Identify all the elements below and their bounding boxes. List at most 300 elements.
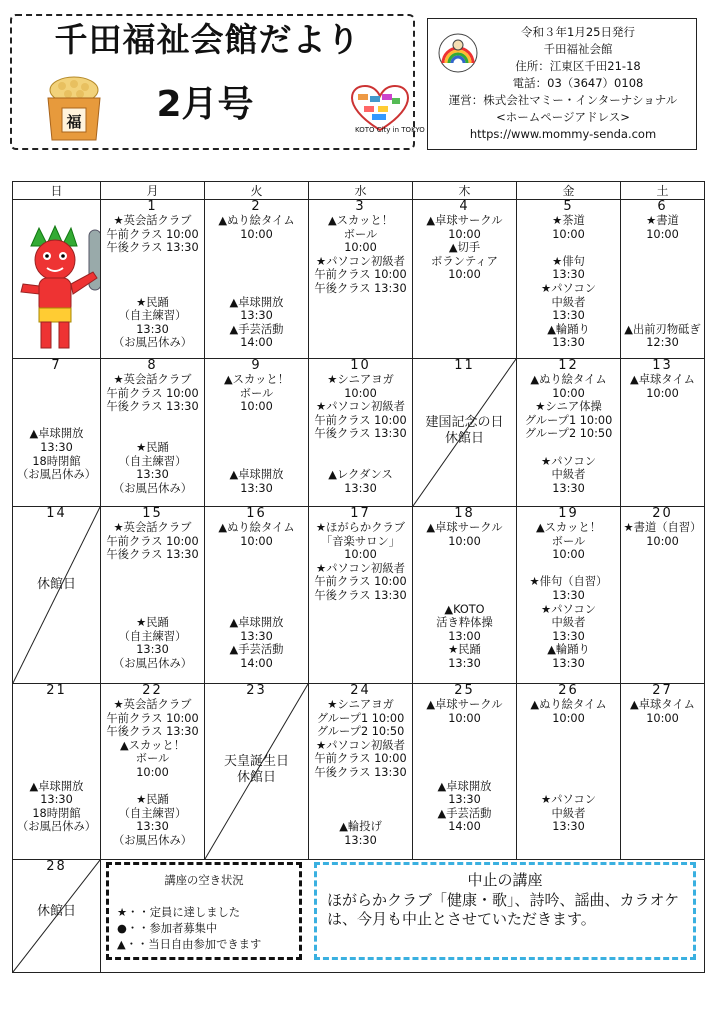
event-line: 10:00	[552, 386, 585, 400]
event-line: 10:00	[448, 534, 481, 548]
event-line: ★民踊	[136, 295, 169, 309]
day-number: 4	[459, 199, 470, 214]
event-spacer	[517, 562, 620, 576]
day-number: 6	[657, 199, 668, 214]
day-number: 18	[454, 506, 475, 521]
event-line: ★パソコン	[540, 793, 597, 807]
day-number: 10	[350, 358, 371, 373]
event-spacer	[517, 241, 620, 255]
event-line: ▲輪投げ	[339, 820, 382, 834]
event-spacer	[205, 241, 308, 255]
event-line: ▲手芸活動	[437, 806, 492, 820]
event-line: ▲スカッと！	[119, 738, 186, 752]
homepage-label: <ホームページアドレス>	[496, 110, 630, 124]
calendar-day-cell	[205, 359, 309, 507]
event-spacer	[309, 807, 412, 821]
phone: 電話：03（3647）0108	[512, 76, 644, 90]
event-line: ボール	[343, 227, 378, 241]
event-line: ▲輪踊り	[547, 322, 590, 336]
event-spacer	[101, 575, 204, 589]
event-line: 中級者	[551, 806, 586, 820]
event-spacer	[13, 725, 100, 739]
day-number: 28	[46, 859, 67, 874]
day-number: 16	[246, 506, 267, 521]
event-spacer	[205, 603, 308, 617]
event-line: ★パソコン初級者	[316, 400, 405, 414]
event-line: （自主練習）	[118, 309, 187, 323]
event-spacer	[205, 548, 308, 562]
event-spacer	[205, 562, 308, 576]
calendar-day-cell	[101, 200, 205, 359]
event-spacer	[517, 725, 620, 739]
day-number: 17	[350, 506, 371, 521]
calendar-day-cell	[413, 507, 517, 684]
event-line: ▲スカッと！	[223, 373, 290, 386]
event-spacer	[621, 255, 704, 269]
event-spacer	[13, 414, 100, 428]
event-spacer	[101, 414, 204, 428]
calendar-day-cell	[517, 359, 621, 507]
calendar-week-row	[13, 359, 705, 507]
calendar-day-cell	[413, 684, 517, 860]
event-spacer	[101, 427, 204, 441]
day-number: 13	[652, 358, 673, 373]
event-line: 13:30	[552, 656, 585, 670]
event-spacer	[309, 441, 412, 455]
event-line: ▲ぬり絵タイム	[218, 521, 295, 534]
day-number: 14	[46, 506, 67, 521]
day-number: 5	[563, 199, 574, 214]
event-spacer	[621, 309, 704, 323]
day-number: 20	[652, 506, 673, 521]
calendar-day-cell	[413, 359, 517, 507]
calendar-day-cell	[101, 684, 205, 860]
event-line: ★英会話クラブ	[113, 373, 192, 386]
event-line: 午後クラス 13:30	[106, 400, 199, 414]
event-line: ★書道（自習）	[623, 521, 702, 534]
publisher-info-box	[427, 18, 697, 150]
event-line: ▲卓球サークル	[426, 521, 503, 534]
day-number: 24	[350, 683, 371, 698]
event-line: 中級者	[551, 468, 586, 482]
event-line: ▲KOTO	[444, 602, 485, 616]
calendar-day-cell	[13, 684, 101, 860]
vacancy-line-dropin: ▲・・当日自由参加できます	[117, 938, 262, 951]
event-line: 13:30	[40, 793, 73, 807]
event-spacer	[517, 739, 620, 753]
event-line: 10:00	[240, 400, 273, 414]
event-spacer	[101, 268, 204, 282]
event-spacer	[13, 373, 100, 387]
event-line: 13:30	[552, 820, 585, 834]
vacancy-title: 講座の空き状況	[164, 874, 244, 887]
calendar-week-row	[13, 200, 705, 359]
event-spacer	[101, 282, 204, 296]
event-spacer	[13, 400, 100, 414]
event-line: 13:30	[136, 643, 169, 657]
event-line: ★俳句（自習）	[529, 575, 608, 589]
event-line: ▲卓球開放	[229, 468, 284, 482]
event-line: 午後クラス 13:30	[106, 725, 199, 739]
event-line: （お風呂休み）	[16, 820, 97, 834]
event-line: ★シニア体操	[535, 400, 602, 414]
event-spacer	[205, 441, 308, 455]
event-line: 13:30	[552, 268, 585, 282]
event-spacer	[309, 793, 412, 807]
event-line: 午後クラス 13:30	[314, 427, 407, 441]
event-line: ★英会話クラブ	[113, 214, 192, 227]
event-line: 13:30	[136, 322, 169, 336]
day-number: 27	[652, 683, 673, 698]
event-spacer	[13, 387, 100, 401]
event-spacer	[205, 255, 308, 269]
red-oni-demon-icon	[19, 224, 101, 350]
event-spacer	[13, 752, 100, 766]
event-line: 午後クラス 13:30	[314, 765, 407, 779]
event-line: ▲スカッと！	[535, 521, 602, 534]
event-line: 13:30	[344, 833, 377, 847]
event-line: 午後クラス 13:30	[106, 548, 199, 562]
closed-label: 休館日	[36, 904, 76, 919]
calendar-day-cell	[621, 684, 705, 860]
vacancy-legend-box	[106, 862, 302, 960]
event-line: 10:00	[240, 227, 273, 241]
event-line: ▲卓球サークル	[426, 698, 503, 711]
event-line: 18時閉館	[32, 806, 81, 820]
event-spacer	[13, 739, 100, 753]
event-line: ★民踊	[136, 616, 169, 630]
event-line: 午前クラス 10:00	[106, 227, 199, 241]
event-spacer	[101, 562, 204, 576]
calendar-day-cell	[309, 507, 413, 684]
event-line: 午前クラス 10:00	[106, 711, 199, 725]
event-spacer	[413, 589, 516, 603]
event-line: 13:30	[240, 629, 273, 643]
suspended-body: ほがらかクラブ「健康・歌」、詩吟、謡曲、カラオケは、今月も中止とさせていただきます。	[327, 891, 680, 928]
event-line: 13:30	[136, 468, 169, 482]
event-spacer	[13, 698, 100, 712]
event-line: 午前クラス 10:00	[314, 413, 407, 427]
issue-month: 2月号	[156, 84, 254, 125]
event-line: ▲卓球サークル	[426, 214, 503, 227]
masu-beans-icon	[44, 76, 104, 142]
day-number: 25	[454, 683, 475, 698]
event-line: 13:30	[40, 440, 73, 454]
suspended-title: 中止の講座	[467, 871, 543, 889]
weekday-header: 火	[205, 182, 309, 200]
event-line: 午後クラス 13:30	[314, 588, 407, 602]
calendar-day-cell	[309, 684, 413, 860]
day-number: 11	[454, 358, 475, 373]
event-line: ▲卓球開放	[229, 295, 284, 309]
event-line: （自主練習）	[118, 629, 187, 643]
event-line: ★書道	[646, 214, 679, 227]
event-line: 14:00	[448, 820, 481, 834]
calendar-day-cell	[621, 507, 705, 684]
vacancy-line-full: ★・・定員に達しました	[117, 906, 241, 919]
event-line: 午後クラス 13:30	[106, 241, 199, 255]
event-line: ★ほがらかクラブ	[315, 521, 406, 534]
event-line: ★パソコン初級者	[316, 254, 405, 268]
calendar-day-cell	[413, 200, 517, 359]
event-spacer	[205, 268, 308, 282]
suspended-courses-box	[314, 862, 696, 960]
day-number: 1	[147, 199, 158, 214]
event-line: ★パソコン	[540, 454, 597, 468]
event-spacer	[517, 752, 620, 766]
address: 住所：江東区千田21-18	[515, 59, 641, 73]
event-line: （自主練習）	[118, 806, 187, 820]
closed-label: 天皇誕生日 休館日	[223, 753, 289, 785]
event-line: 13:00	[448, 629, 481, 643]
event-line: ▲卓球開放	[229, 616, 284, 630]
event-spacer	[13, 712, 100, 726]
day-number: 21	[46, 683, 67, 698]
event-spacer	[309, 780, 412, 794]
day-number: 23	[246, 683, 267, 698]
event-line: ▲ぬり絵タイム	[530, 698, 607, 711]
event-line: ★俳句	[552, 254, 585, 268]
event-spacer	[205, 282, 308, 296]
event-line: 14:00	[240, 656, 273, 670]
event-line: 午前クラス 10:00	[106, 386, 199, 400]
masu-label: 福	[66, 113, 82, 131]
event-line: 13:30	[552, 481, 585, 495]
day-number: 26	[558, 683, 579, 698]
event-line: ボール	[551, 534, 586, 548]
event-line: ★パソコン	[540, 281, 597, 295]
event-spacer	[309, 455, 412, 469]
event-line: 中級者	[551, 295, 586, 309]
event-line: ★パソコン初級者	[316, 738, 405, 752]
event-line: ▲卓球タイム	[630, 698, 695, 711]
event-line: 10:00	[344, 386, 377, 400]
event-spacer	[413, 766, 516, 780]
event-line: 午前クラス 10:00	[314, 575, 407, 589]
event-line: 14:00	[240, 336, 273, 350]
event-line: （お風呂休み）	[112, 656, 193, 670]
weekday-header: 金	[517, 182, 621, 200]
event-spacer	[413, 575, 516, 589]
calendar-day-cell	[309, 200, 413, 359]
calendar-day-cell	[101, 359, 205, 507]
facility-name: 千田福祉会館	[543, 42, 613, 56]
event-line: ▲輪踊り	[547, 643, 590, 657]
event-spacer	[101, 589, 204, 603]
event-line: 13:30	[552, 336, 585, 350]
day-number: 3	[355, 199, 366, 214]
event-line: ★民踊	[136, 793, 169, 807]
event-line: ▲ぬり絵タイム	[218, 214, 295, 227]
event-line: ▲出前刃物砥ぎ	[624, 322, 701, 336]
event-spacer	[413, 548, 516, 562]
operator: 運営：株式会社マミー・インターナショナル	[448, 93, 678, 107]
event-spacer	[621, 296, 704, 310]
event-line: 10:00	[448, 227, 481, 241]
weekday-header: 月	[101, 182, 205, 200]
event-line: ★シニアヨガ	[327, 373, 394, 386]
event-line: ★パソコン	[540, 602, 597, 616]
event-line: （お風呂休み）	[112, 336, 193, 350]
event-spacer	[517, 441, 620, 455]
event-line: 13:30	[552, 588, 585, 602]
event-line: 10:00	[552, 548, 585, 562]
weekday-header: 日	[13, 182, 101, 200]
event-spacer	[413, 725, 516, 739]
calendar-day-cell	[13, 860, 101, 973]
event-spacer	[413, 752, 516, 766]
event-line: 10:00	[646, 386, 679, 400]
logo-caption: KOTO City in TOKYO	[355, 126, 425, 134]
event-line: ▲レクダンス	[328, 468, 393, 482]
event-line: 13:30	[552, 629, 585, 643]
event-spacer	[413, 739, 516, 753]
event-line: 12:30	[646, 336, 679, 350]
calendar-week-row	[13, 507, 705, 684]
event-line: ★茶道	[552, 214, 585, 227]
calendar-day-cell	[205, 507, 309, 684]
calendar-day-cell	[13, 359, 101, 507]
event-spacer	[205, 414, 308, 428]
event-line: グループ1 10:00	[316, 711, 405, 725]
event-spacer	[205, 575, 308, 589]
newsletter-title: 千田福祉会館だより	[54, 20, 361, 59]
event-line: 13:30	[552, 309, 585, 323]
event-line: ▲手芸活動	[229, 643, 284, 657]
event-line: 「音楽サロン」	[320, 534, 401, 548]
calendar-day-cell	[13, 507, 101, 684]
day-number: 19	[558, 506, 579, 521]
calendar-day-cell	[205, 684, 309, 860]
event-line: グループ2 10:50	[316, 725, 405, 739]
calendar-day-cell	[517, 507, 621, 684]
event-line: （自主練習）	[118, 454, 187, 468]
day-number: 9	[251, 358, 262, 373]
event-line: 10:00	[240, 534, 273, 548]
event-line: ★英会話クラブ	[113, 521, 192, 534]
event-line: ボランティア	[431, 254, 498, 268]
event-line: 午前クラス 10:00	[314, 752, 407, 766]
event-spacer	[101, 780, 204, 794]
event-line: 午前クラス 10:00	[106, 534, 199, 548]
event-line: ボール	[135, 752, 170, 766]
event-spacer	[101, 255, 204, 269]
vacancy-line-recruiting: ●・・参加者募集中	[117, 922, 218, 935]
event-line: 13:30	[448, 656, 481, 670]
event-line: 中級者	[551, 616, 586, 630]
closed-label: 休館日	[36, 577, 76, 592]
event-line: ★民踊	[448, 643, 481, 657]
closed-diagonal-line	[13, 507, 100, 683]
event-spacer	[413, 562, 516, 576]
event-line: ▲卓球開放	[29, 427, 84, 441]
event-spacer	[517, 780, 620, 794]
event-line: ★シニアヨガ	[327, 698, 394, 711]
event-spacer	[205, 455, 308, 469]
event-line: ▲スカッと！	[327, 214, 394, 227]
event-spacer	[621, 241, 704, 255]
issue-date: 令和３年1月25日発行	[521, 25, 635, 39]
event-line: 10:00	[646, 711, 679, 725]
event-line: グループ2 10:50	[524, 427, 613, 441]
event-line: 午前クラス 10:00	[314, 268, 407, 282]
calendar-day-cell	[101, 507, 205, 684]
closed-label: 建国記念の日 休館日	[425, 414, 504, 446]
event-line: ▲卓球開放	[29, 779, 84, 793]
event-line: ★民踊	[136, 440, 169, 454]
event-line: 13:30	[448, 793, 481, 807]
weekday-header: 水	[309, 182, 413, 200]
day-number: 15	[142, 506, 163, 521]
calendar-week-row	[13, 684, 705, 860]
event-line: （お風呂休み）	[112, 481, 193, 495]
event-line: 10:00	[448, 268, 481, 282]
homepage-url[interactable]: https://www.mommy-senda.com	[469, 127, 657, 141]
event-line: ▲手芸活動	[229, 322, 284, 336]
calendar-day-cell	[517, 684, 621, 860]
event-line: 13:30	[136, 820, 169, 834]
calendar-day-cell	[621, 200, 705, 359]
calendar-day-cell	[13, 200, 101, 359]
weekday-header: 木	[413, 182, 517, 200]
calendar-day-cell	[205, 200, 309, 359]
event-line: （お風呂休み）	[16, 468, 97, 482]
event-line: 18時閉館	[32, 454, 81, 468]
event-line: グループ1 10:00	[524, 413, 613, 427]
event-line: 10:00	[646, 227, 679, 241]
event-spacer	[13, 766, 100, 780]
event-line: 13:30	[240, 481, 273, 495]
day-number: 22	[142, 683, 163, 698]
event-line: 10:00	[344, 548, 377, 562]
event-line: ▲卓球開放	[437, 779, 492, 793]
event-line: 13:30	[344, 481, 377, 495]
day-number: 2	[251, 199, 262, 214]
event-line: 13:30	[240, 309, 273, 323]
event-line: 10:00	[552, 227, 585, 241]
event-line: ボール	[239, 386, 274, 400]
event-line: ▲切手	[448, 241, 481, 255]
day-number: 12	[558, 358, 579, 373]
event-spacer	[205, 427, 308, 441]
event-line: 午後クラス 13:30	[314, 281, 407, 295]
event-line: 10:00	[448, 711, 481, 725]
event-spacer	[621, 282, 704, 296]
event-line: （お風呂休み）	[112, 833, 193, 847]
event-spacer	[101, 603, 204, 617]
day-number: 8	[147, 358, 158, 373]
day-number: 7	[51, 358, 62, 373]
event-spacer	[517, 766, 620, 780]
calendar-day-cell	[517, 200, 621, 359]
event-spacer	[621, 268, 704, 282]
event-line: 10:00	[344, 241, 377, 255]
event-line: 10:00	[136, 765, 169, 779]
event-line: 10:00	[552, 711, 585, 725]
calendar-day-cell	[621, 359, 705, 507]
event-line: ★パソコン初級者	[316, 561, 405, 575]
event-spacer	[205, 589, 308, 603]
event-line: ▲卓球タイム	[630, 373, 695, 386]
calendar-day-cell	[309, 359, 413, 507]
event-line: ▲ぬり絵タイム	[530, 373, 607, 386]
event-line: ★英会話クラブ	[113, 698, 192, 711]
event-line: 活き粋体操	[436, 616, 493, 630]
day-number	[13, 200, 100, 214]
february-calendar	[12, 181, 705, 973]
weekday-header: 土	[621, 182, 705, 200]
event-line: 10:00	[646, 534, 679, 548]
